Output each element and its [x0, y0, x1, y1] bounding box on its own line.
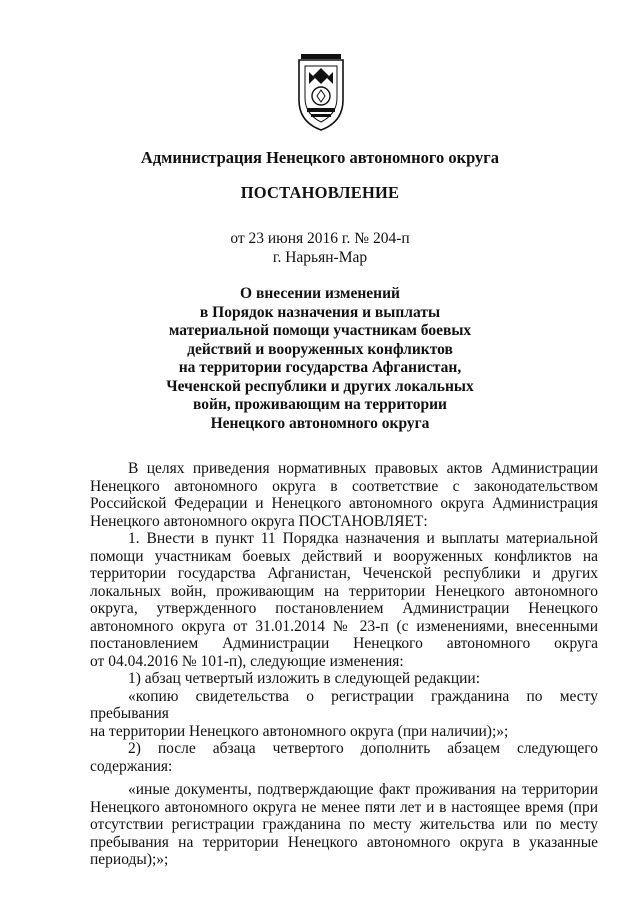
sub-item-1: 1) абзац четвертый изложить в следующей редакции: — [128, 670, 481, 687]
body-line: локальных войн, проживающим на территории Ненецкого автономного — [90, 582, 598, 600]
date-number: от 23 июня 2016 г. № 204-п — [230, 230, 410, 247]
item-1-paragraph — [90, 530, 598, 670]
document-subject — [0, 285, 640, 433]
coat-of-arms-emblem — [295, 52, 347, 132]
body-line: округа, утвержденного постановлением Администрации Ненецкого — [90, 600, 598, 617]
body-line: автономного округа от 31.01.2014 № 23-п (с изменениями, внесенными — [90, 617, 598, 635]
subject-line: действий и вооруженных конфликтов — [187, 340, 453, 358]
body-line: Ненецкого автономного округа в соответствие с законодательством — [90, 477, 598, 495]
body-line: территории государства Афганистан, Чеченской республики и других — [90, 565, 598, 582]
subject-line: на территории государства Афганистан, — [178, 359, 462, 376]
body-line: «иные документы, подтверждающие факт проживания на территории — [128, 781, 598, 798]
body-line: содержания: — [90, 757, 173, 775]
body-line: периоды);»; — [90, 851, 169, 868]
document-type: ПОСТАНОВЛЕНИЕ — [240, 183, 400, 202]
body-line: Российской Федерации и Ненецкого автономного округа Администрация — [90, 495, 598, 512]
body-line: «копию свидетельства о регистрации гражданина по месту пребывания — [90, 687, 598, 722]
quoted-text-2 — [90, 781, 598, 869]
issuing-authority: Администрация Ненецкого автономного округа — [140, 148, 500, 167]
body-line: Ненецкого автономного округа ПОСТАНОВЛЯЕТ: — [90, 512, 428, 530]
body-line: от 04.04.2016 № 101-п), следующие изменения: — [90, 652, 404, 670]
body-line: постановлением Администрации Ненецкого автономного округа — [90, 635, 598, 652]
body-line: помощи участникам боевых действий и вооруженных конфликтов на — [90, 547, 598, 565]
subject-line: материальной помощи участникам боевых — [168, 322, 472, 339]
body-line: Ненецкого автономного округа не менее пяти лет и в настоящее время (при — [90, 798, 598, 816]
subject-line: войн, проживающим на территории — [193, 396, 447, 413]
body-line: 2) после абзаца четвертого дополнить абзацем следующего — [128, 740, 598, 757]
document-body — [90, 460, 598, 869]
subject-line: Чеченской республики и других локальных — [166, 377, 474, 395]
body-line: на территории Ненецкого автономного округа (при наличии);»; — [90, 722, 509, 740]
place: г. Нарьян-Мар — [272, 249, 368, 266]
preamble-paragraph — [90, 460, 598, 530]
sub-item-2 — [90, 740, 598, 775]
subject-line: в Порядок назначения и выплаты — [199, 303, 441, 321]
quoted-text-1 — [90, 688, 598, 741]
body-line: пребывания на территории Ненецкого автономного округа в указанные — [90, 833, 598, 851]
body-line: отсутствии регистрации гражданина по месту жительства или по месту — [90, 816, 598, 833]
subject-line: О внесении изменений — [240, 285, 400, 302]
body-line: 1. Внести в пункт 11 Порядка назначения и выплаты материальной — [128, 530, 598, 547]
body-line: В целях приведения нормативных правовых актов Администрации — [128, 460, 598, 477]
subject-line: Ненецкого автономного округа — [210, 414, 430, 432]
date-and-place — [0, 229, 640, 267]
